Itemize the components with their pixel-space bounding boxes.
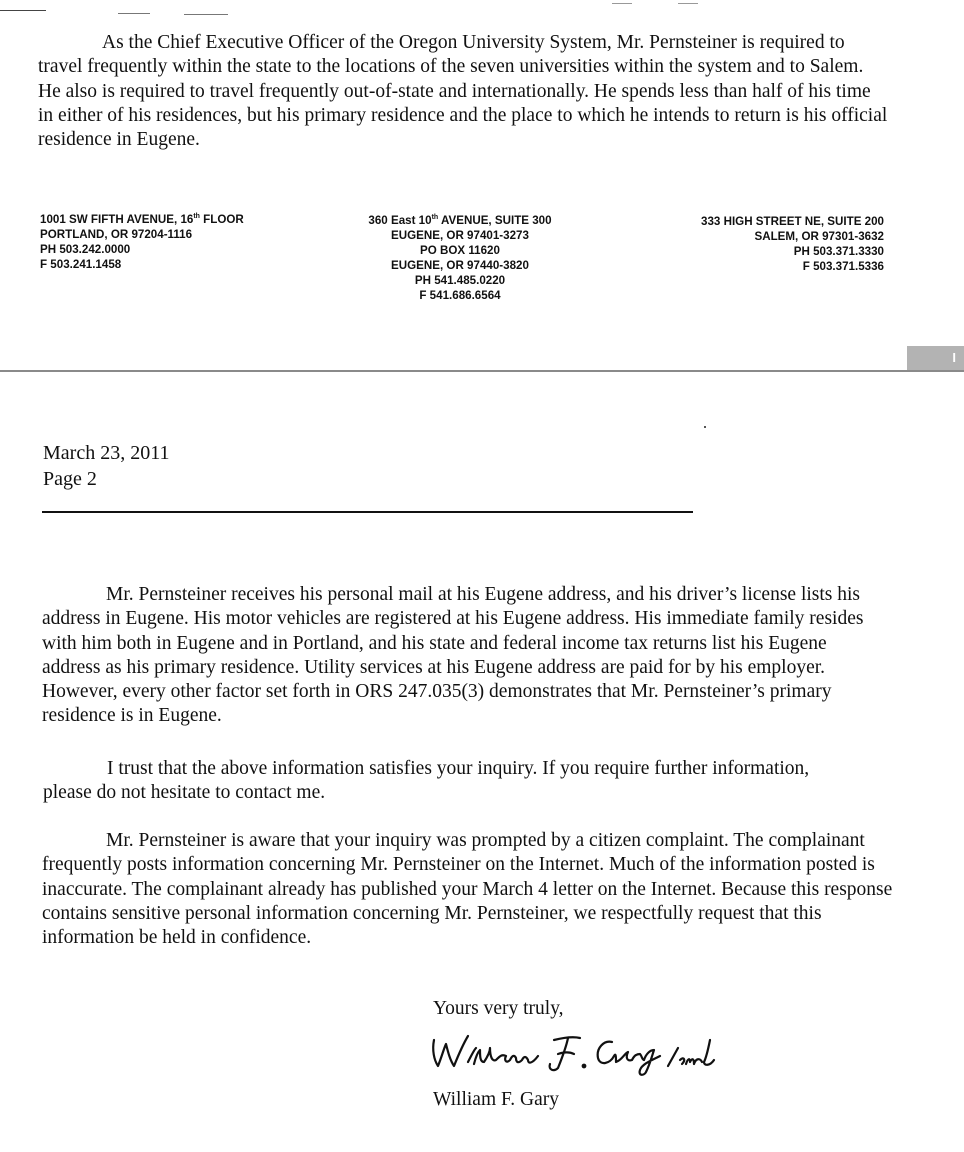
footer-portland-fax: F 503.241.1458 (40, 258, 122, 271)
footer-portland-street: 1001 SW FIFTH AVENUE, 16th FLOOR (40, 213, 244, 226)
footer-portland-phone: PH 503.242.0000 (40, 243, 131, 256)
footer-address-portland (40, 212, 280, 272)
footer-salem-street: 333 HIGH STREET NE, SUITE 200 (701, 215, 884, 228)
scan-speck (704, 426, 706, 428)
signer-name: William F. Gary (433, 1089, 560, 1110)
letter-date: March 23, 2011 (43, 442, 170, 464)
body-paragraph-complaint: Mr. Pernsteiner is aware that your inquiry was prompted by a citizen complaint. The complainant frequently posts information concerning Mr. Pernsteiner on the Internet. Much of the information posted is inaccurate. The complainant already has published your March 4 letter on the Internet. Because this response contains sensitive personal information concerning Mr. Pernsteiner, we respectfully request that this information be held in confidence. (42, 830, 893, 949)
closing-salutation: Yours very truly, (433, 998, 564, 1019)
body-paragraph-inquiry: I trust that the above information satisfies your inquiry. If you require further information, please do not hesitate to contact me. (43, 758, 810, 804)
footer-eugene-street: 360 East 10th AVENUE, SUITE 300 (368, 214, 552, 227)
footer-salem-city: SALEM, OR 97301-3632 (754, 230, 884, 243)
footer-eugene-city: EUGENE, OR 97401-3273 (391, 229, 529, 242)
footer-address-eugene (340, 213, 580, 303)
footer-address-salem (640, 214, 884, 274)
header-underline (42, 511, 693, 513)
footer-eugene-phone: PH 541.485.0220 (414, 274, 506, 287)
footer-eugene-fax: F 541.686.6564 (419, 289, 501, 302)
body-paragraph-residence: Mr. Pernsteiner receives his personal mail at his Eugene address, and his driver’s license lists his address in Eugene. His motor vehicles are registered at his Eugene address. His immediate family resides with him both in Eugene and in Portland, and his state and federal income tax returns list his Eugene address as his primary residence. Utility services at his Eugene address are paid for by his employer. However, every other factor set forth in ORS 247.035(3) demonstrates that Mr. Pernsteiner’s primary residence is in Eugene. (42, 584, 864, 727)
footer-eugene-pobox: PO BOX 11620 (420, 244, 500, 257)
page2-header (43, 440, 443, 492)
footer-eugene-pobox-city: EUGENE, OR 97440-3820 (391, 259, 529, 272)
page-break-tab: I (907, 346, 964, 370)
page-break-divider (0, 370, 964, 372)
page1-paragraph: As the Chief Executive Officer of the Oregon University System, Mr. Pernsteiner is required to travel frequently within the state to the locations of the seven universities within the system and to Salem. He also is required to travel frequently out-of-state and internationally. He spends less than half of his time in either of his residences, but his primary residence and the place to which he intends to return is his official residence in Eugene. (38, 32, 888, 151)
footer-portland-city: PORTLAND, OR 97204-1116 (40, 228, 193, 241)
footer-salem-phone: PH 503.371.3330 (793, 245, 884, 258)
footer-salem-fax: F 503.371.5336 (802, 260, 884, 273)
handwritten-signature (428, 1026, 728, 1078)
page-number: Page 2 (43, 468, 97, 490)
